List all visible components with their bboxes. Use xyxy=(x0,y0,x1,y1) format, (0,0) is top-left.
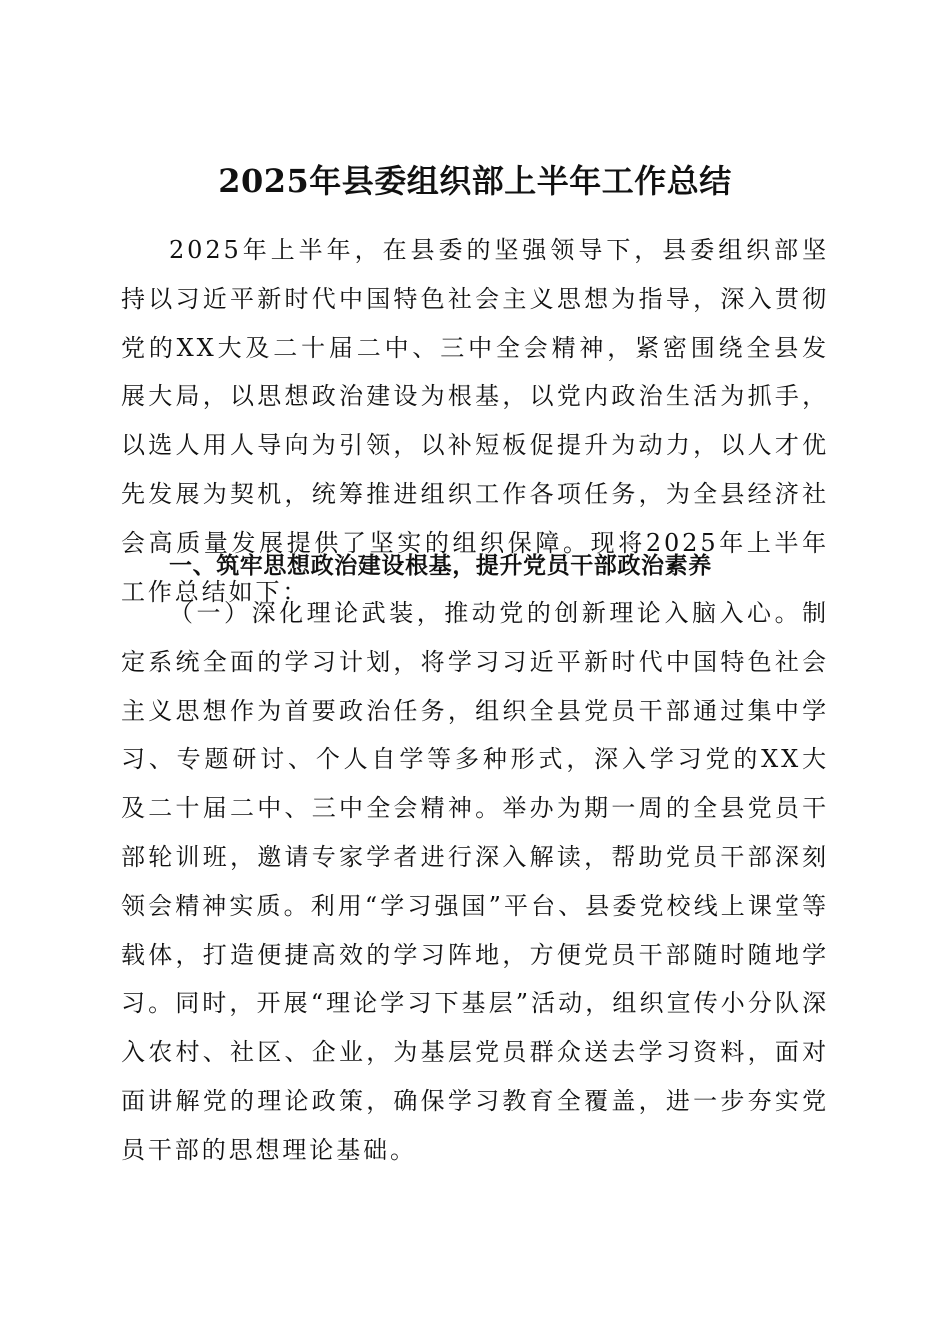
subsection-paragraph xyxy=(121,589,829,1175)
subsection-text: 制定系统全面的学习计划，将学习习近平新时代中国特色社会主义思想作为首要政治任务，组织全县党员干部通过集中学习、专题研讨、个人自学等多种形式，深入学习党的XX大及二十届二中、三中全会精神。举办为期一周的全县党员干部轮训班，邀请专家学者进行深入解读，帮助党员干部深刻领会精神实质。利用“学习强国”平台、县委党校线上课堂等载体，打造便捷高效的学习阵地，方便党员干部随时随地学习。同时，开展“理论学习下基层”活动，组织宣传小分队深入农村、社区、企业，为基层党员群众送去学习资料，面对面讲解党的理论政策，确保学习教育全覆盖，进一步夯实党员干部的思想理论基础。 xyxy=(121,599,829,1164)
subsection-heading: （一）深化理论武装，推动党的创新理论入脑入心。 xyxy=(169,599,803,627)
intro-paragraph: 2025年上半年，在县委的坚强领导下，县委组织部坚持以习近平新时代中国特色社会主义思想为指导，深入贯彻党的XX大及二十届二中、三中全会精神，紧密围绕全县发展大局，以思想政治建设为根基，以党内政治生活为抓手，以选人用人导向为引领，以补短板促提升为动力，以人才优先发展为契机，统筹推进组织工作各项任务，为全县经济社会高质量发展提供了坚实的组织保障。现将2025年上半年工作总结如下： xyxy=(121,236,829,606)
document-title: 2025年县委组织部上半年工作总结 xyxy=(218,162,732,201)
section-heading: 一、筑牢思想政治建设根基，提升党员干部政治素养 xyxy=(169,553,712,579)
